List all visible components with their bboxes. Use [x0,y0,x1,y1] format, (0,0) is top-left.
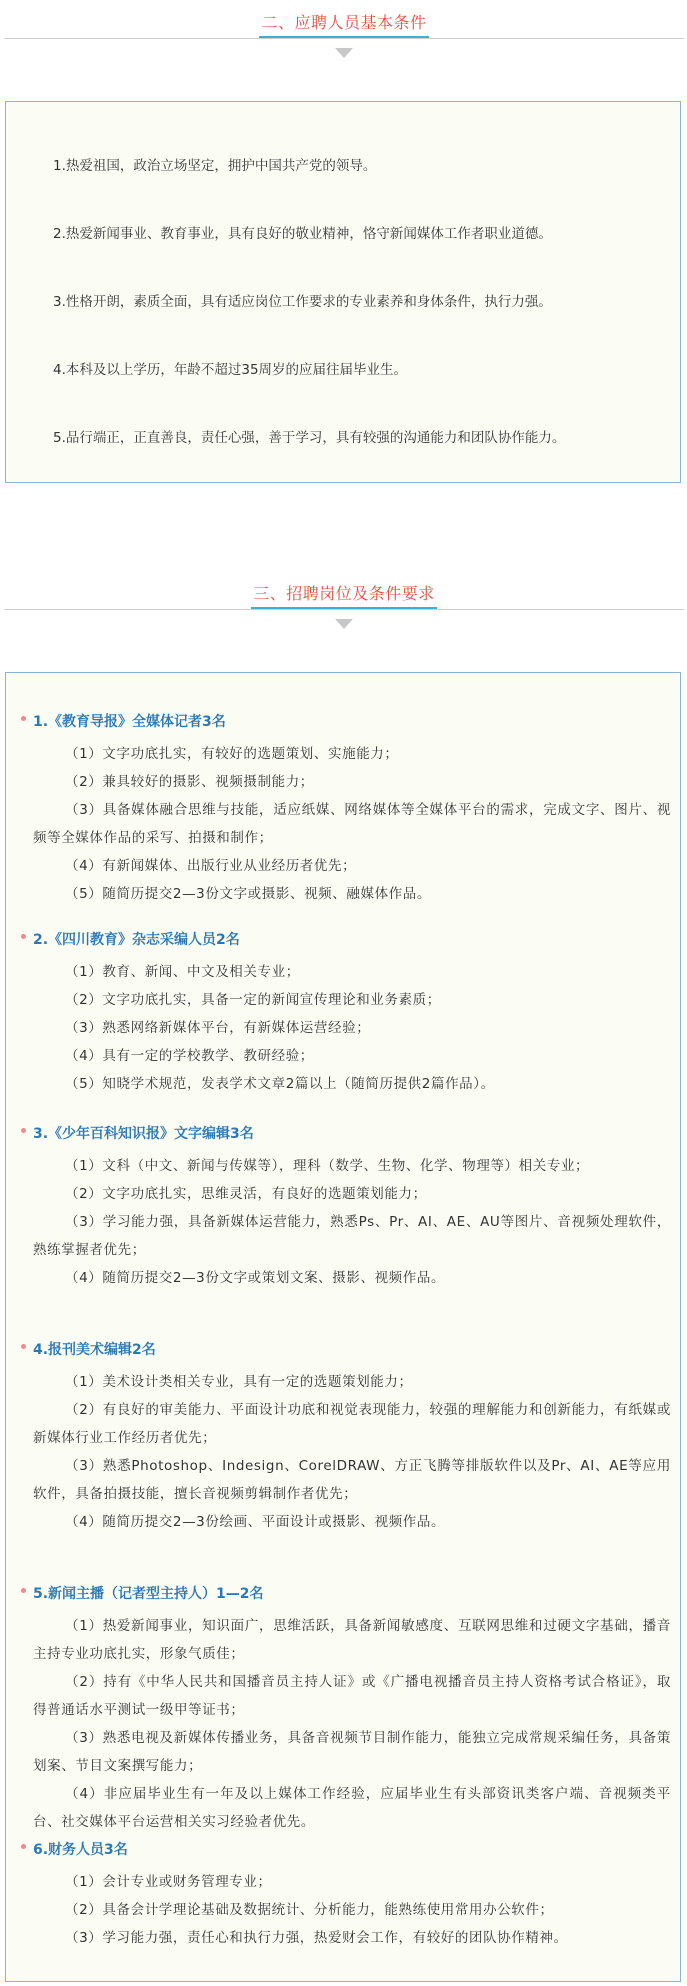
job-title: 6.财务人员3名 [33,1839,128,1859]
job-requirement-line: （1）文字功底扎实，有较好的选题策划、实施能力； [65,746,399,762]
job-requirements [33,1868,671,1952]
section-divider [4,38,684,39]
job-title: 4.报刊美术编辑2名 [33,1339,156,1359]
job-requirement-line: （1）热爱新闻事业，知识面广，思维活跃，具备新闻敏感度、互联网思维和过硬文字基础，播音主持专业功底扎实，形象气质佳； [33,1618,671,1662]
job-requirement-line: （3）具备媒体融合思维与技能，适应纸媒、网络媒体等全媒体平台的需求，完成文字、图片、视频等全媒体作品的采写、拍摄和制作； [33,802,671,846]
job-requirement-line: （4）随简历提交2—3份文字或策划文案、摄影、视频作品。 [65,1270,446,1286]
dot-bullet-icon [21,1588,26,1593]
dot-bullet-icon [21,1128,26,1133]
section-title: 二、应聘人员基本条件 [4,10,684,38]
job-requirements [33,958,671,1098]
requirement-item: 3.性格开朗，素质全面，具有适应岗位工作要求的专业素养和身体条件，执行力强。 [53,294,552,310]
job-requirement-line: （3）熟悉电视及新媒体传播业务，具备音视频节目制作能力，能独立完成常规采编任务，具备策划案、节目文案撰写能力； [33,1730,671,1774]
job-title: 2.《四川教育》杂志采编人员2名 [33,929,240,949]
section-divider [4,609,684,610]
job-requirements [33,740,671,908]
job-requirement-line: （4）具有一定的学校教学、教研经验； [65,1048,314,1064]
job-requirement-line: （2）兼具较好的摄影、视频摄制能力； [65,774,314,790]
job-requirement-line: （4）有新闻媒体、出版行业从业经历者优先； [65,858,357,874]
job-requirement-line: （1）教育、新闻、中文及相关专业； [65,964,300,980]
job-requirements [33,1612,671,1836]
job-requirement-line: （2）有良好的审美能力、平面设计功底和视觉表现能力，较强的理解能力和创新能力，有纸媒或新媒体行业工作经历者优先； [33,1402,671,1446]
job-requirement-line: （4）随简历提交2—3份绘画、平面设计或摄影、视频作品。 [65,1514,446,1530]
job-requirement-line: （1）会计专业或财务管理专业； [65,1874,272,1890]
dot-bullet-icon [21,1344,26,1349]
job-requirement-line: （2）文字功底扎实，思维灵活，有良好的选题策划能力； [65,1186,427,1202]
job-requirement-line: （2）文字功底扎实，具备一定的新闻宣传理论和业务素质； [65,992,441,1008]
job-requirement-line: （3）熟悉网络新媒体平台，有新媒体运营经验； [65,1020,371,1036]
job-title: 3.《少年百科知识报》文字编辑3名 [33,1123,254,1143]
job-requirements [33,1368,671,1536]
requirement-item: 1.热爱祖国，政治立场坚定，拥护中国共产党的领导。 [53,158,377,174]
dot-bullet-icon [21,1844,26,1849]
job-requirement-line: （3）熟悉Photoshop、Indesign、CorelDRAW、方正飞腾等排版软件以及Pr、AI、AE等应用软件，具备拍摄技能，擅长音视频剪辑制作者优先； [33,1458,671,1502]
requirement-item: 2.热爱新闻事业、教育事业，具有良好的敬业精神，恪守新闻媒体工作者职业道德。 [53,226,552,242]
job-requirement-line: （4）非应届毕业生有一年及以上媒体工作经验，应届毕业生有头部资讯类客户端、音视频类平台、社交媒体平台运营相关实习经验者优先。 [33,1786,671,1830]
job-requirement-line: （2）具备会计学理论基础及数据统计、分析能力，能熟练使用常用办公软件； [65,1902,554,1918]
positions-panel [5,672,681,1982]
job-requirement-line: （5）知晓学术规范，发表学术文章2篇以上（随简历提供2篇作品）。 [65,1076,495,1092]
job-requirements [33,1152,671,1292]
requirement-item: 5.品行端正，正直善良，责任心强，善于学习，具有较强的沟通能力和团队协作能力。 [53,430,566,446]
job-requirement-line: （3）学习能力强，具备新媒体运营能力，熟悉Ps、Pr、AI、AE、AU等图片、音视频处理软件，熟练掌握者优先； [33,1214,671,1258]
dot-bullet-icon [21,934,26,939]
section-title: 三、招聘岗位及条件要求 [4,581,684,609]
job-requirement-line: （5）随简历提交2—3份文字或摄影、视频、融媒体作品。 [65,886,431,902]
basic-conditions-panel [5,101,681,483]
triangle-down-icon [335,48,353,58]
requirement-item: 4.本科及以上学历，年龄不超过35周岁的应届往届毕业生。 [53,362,408,378]
job-title: 1.《教育导报》全媒体记者3名 [33,711,226,731]
job-requirement-line: （3）学习能力强，责任心和执行力强，热爱财会工作，有较好的团队协作精神。 [65,1930,568,1946]
job-requirement-line: （2）持有《中华人民共和国播音员主持人证》或《广播电视播音员主持人资格考试合格证》，取得普通话水平测试一级甲等证书； [33,1674,671,1718]
job-title: 5.新闻主播（记者型主持人）1—2名 [33,1583,264,1603]
dot-bullet-icon [21,716,26,721]
job-requirement-line: （1）文科（中文、新闻与传媒等），理科（数学、生物、化学、物理等）相关专业； [65,1158,590,1174]
triangle-down-icon [335,619,353,629]
job-requirement-line: （1）美术设计类相关专业，具有一定的选题策划能力； [65,1374,413,1390]
